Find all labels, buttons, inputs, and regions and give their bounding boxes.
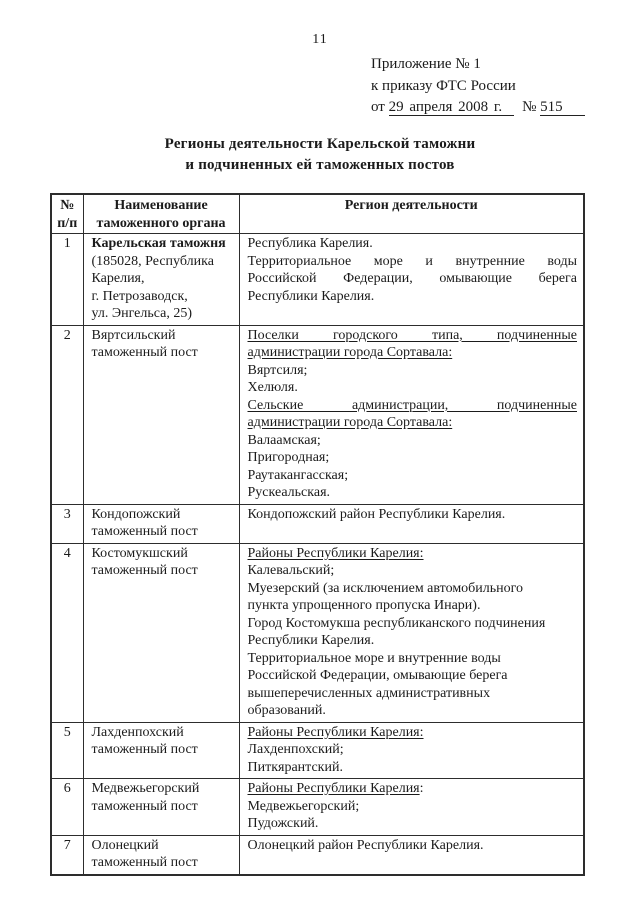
cell-line: Территориальное море и внутренние воды bbox=[247, 650, 501, 666]
row-number-cell: 4 bbox=[51, 543, 83, 722]
cell-line: таможенный пост bbox=[91, 345, 198, 360]
cell-line: Хелюля. bbox=[247, 380, 298, 395]
cell-line: Кондопожский bbox=[91, 506, 181, 522]
row-number-cell: 7 bbox=[51, 835, 83, 875]
cell-line: Раутакангасская; bbox=[247, 467, 349, 483]
document-title-line-2: и подчиненных ей таможенных постов bbox=[185, 156, 455, 173]
page-number: 11 bbox=[312, 32, 328, 47]
underlined-text: администрации города Сортавала: bbox=[247, 345, 453, 360]
header-cell-region bbox=[239, 194, 584, 234]
table-body bbox=[51, 234, 584, 875]
header-name-line-1: Наименование bbox=[114, 198, 208, 213]
order-date-prefix: от bbox=[371, 99, 389, 115]
table-row bbox=[51, 722, 584, 779]
underlined-text: Районы Республики Карелия: bbox=[247, 545, 424, 561]
customs-body-name-cell bbox=[83, 234, 239, 326]
table-row bbox=[51, 234, 584, 326]
cell-line: Карельская таможня bbox=[91, 236, 226, 251]
activity-region-cell bbox=[239, 234, 584, 326]
document-title bbox=[0, 134, 640, 175]
activity-region-cell bbox=[239, 325, 584, 504]
activity-region-cell bbox=[239, 543, 584, 722]
customs-body-name-cell bbox=[83, 835, 239, 875]
cell-line: Пригородная; bbox=[247, 450, 330, 465]
order-date: 29 апреля 2008 г. bbox=[389, 99, 515, 116]
appendix-line-1: Приложение № 1 bbox=[371, 56, 481, 72]
header-name-line-2: таможенного органа bbox=[96, 215, 226, 231]
cell-line: таможенный пост bbox=[91, 524, 198, 539]
underlined-text: Районы Республики Карелия: bbox=[247, 724, 424, 740]
underlined-text: Районы Республики Карелия bbox=[247, 781, 420, 796]
customs-body-name-cell bbox=[83, 325, 239, 504]
table-header bbox=[51, 194, 584, 234]
cell-line: Город Костомукша республиканского подчинения bbox=[247, 615, 546, 631]
cell-line: таможенный пост bbox=[91, 563, 198, 578]
order-number-sign: № bbox=[522, 99, 541, 115]
cell-line: г. Петрозаводск, bbox=[91, 288, 188, 304]
cell-line: Рускеальская. bbox=[247, 485, 331, 500]
header-cell-num bbox=[51, 194, 83, 234]
cell-line: таможенный пост bbox=[91, 742, 198, 757]
cell-line: Районы Республики Карелия: bbox=[247, 781, 424, 796]
cell-line: Питкярантский. bbox=[247, 759, 343, 775]
table-row bbox=[51, 504, 584, 543]
table-row bbox=[51, 543, 584, 722]
cell-line: таможенный пост bbox=[91, 855, 198, 870]
cell-line: Российской Федерации, омывающие берега bbox=[247, 668, 508, 683]
cell-line: Республика Карелия. bbox=[247, 236, 373, 251]
document-title-line-1: Регионы деятельности Карельской таможни bbox=[164, 136, 476, 152]
row-number-cell: 5 bbox=[51, 722, 83, 779]
cell-line: пункта упрощенного пропуска Инари). bbox=[247, 598, 481, 613]
underlined-text: Поселки городского типа, подчиненные bbox=[247, 327, 577, 343]
header-region-label: Регион деятельности bbox=[344, 198, 478, 213]
table-row bbox=[51, 779, 584, 836]
cell-line: Костомукшский bbox=[91, 545, 188, 561]
underlined-text: администрации города Сортавала: bbox=[247, 415, 453, 430]
cell-line: Вяртсильский bbox=[91, 327, 176, 343]
regions-table bbox=[50, 193, 585, 876]
table-row bbox=[51, 835, 584, 875]
cell-line: Лахденпохский; bbox=[247, 742, 344, 757]
cell-line: вышеперечисленных административных bbox=[247, 685, 491, 701]
cell-line bbox=[248, 327, 578, 345]
table-row bbox=[51, 325, 584, 504]
cell-line: Лахденпохский bbox=[91, 724, 184, 740]
row-number-cell: 2 bbox=[51, 325, 83, 504]
cell-line bbox=[248, 414, 578, 432]
appendix-line-2: к приказу ФТС России bbox=[371, 77, 516, 94]
customs-body-name-cell bbox=[83, 722, 239, 779]
activity-region-cell bbox=[239, 835, 584, 875]
appendix-line-3 bbox=[371, 97, 585, 119]
header-num-line-1: № bbox=[60, 198, 75, 213]
activity-region-cell bbox=[239, 722, 584, 779]
cell-line: Олонецкий район Республики Карелия. bbox=[247, 837, 484, 853]
row-number-cell: 1 bbox=[51, 234, 83, 326]
customs-body-name-cell bbox=[83, 779, 239, 836]
cell-line: таможенный пост bbox=[91, 798, 198, 814]
table-header-row bbox=[51, 194, 584, 234]
header-cell-name bbox=[83, 194, 239, 234]
header-num-line-2: п/п bbox=[57, 215, 78, 231]
cell-line: Пудожский. bbox=[247, 816, 319, 831]
cell-line bbox=[248, 724, 578, 742]
cell-line: образований. bbox=[247, 703, 326, 718]
appendix-block bbox=[371, 54, 585, 119]
cell-line: Карелия, bbox=[91, 271, 145, 286]
cell-line: Вяртсиля; bbox=[247, 362, 308, 378]
underlined-text: Сельские администрации, подчиненные bbox=[247, 397, 577, 413]
cell-line bbox=[248, 545, 578, 563]
order-number: 515 bbox=[540, 99, 585, 116]
cell-line: (185028, Республика bbox=[91, 253, 214, 269]
cell-line: Республики Карелия. bbox=[247, 288, 375, 304]
cell-line: Олонецкий bbox=[91, 837, 159, 853]
cell-line: ул. Энгельса, 25) bbox=[91, 306, 193, 321]
customs-body-name-cell bbox=[83, 504, 239, 543]
cell-line: Российской Федерации, омывающие берега bbox=[247, 271, 577, 286]
customs-body-name-cell bbox=[83, 543, 239, 722]
cell-line bbox=[248, 397, 578, 415]
cell-line: Кондопожский район Республики Карелия. bbox=[247, 506, 506, 522]
cell-line: Валаамская; bbox=[247, 432, 321, 448]
activity-region-cell bbox=[239, 779, 584, 836]
row-number-cell: 3 bbox=[51, 504, 83, 543]
cell-line: Медвежьегорский; bbox=[247, 798, 360, 814]
cell-line bbox=[248, 344, 578, 362]
row-number-cell: 6 bbox=[51, 779, 83, 836]
activity-region-cell bbox=[239, 504, 584, 543]
cell-line: Калевальский; bbox=[247, 563, 335, 578]
cell-line: Республики Карелия. bbox=[247, 633, 375, 648]
cell-line: Муезерский (за исключением автомобильного bbox=[247, 580, 524, 596]
cell-line: Территориальное море и внутренние воды bbox=[247, 253, 577, 269]
cell-line: Медвежьегорский bbox=[91, 781, 200, 796]
